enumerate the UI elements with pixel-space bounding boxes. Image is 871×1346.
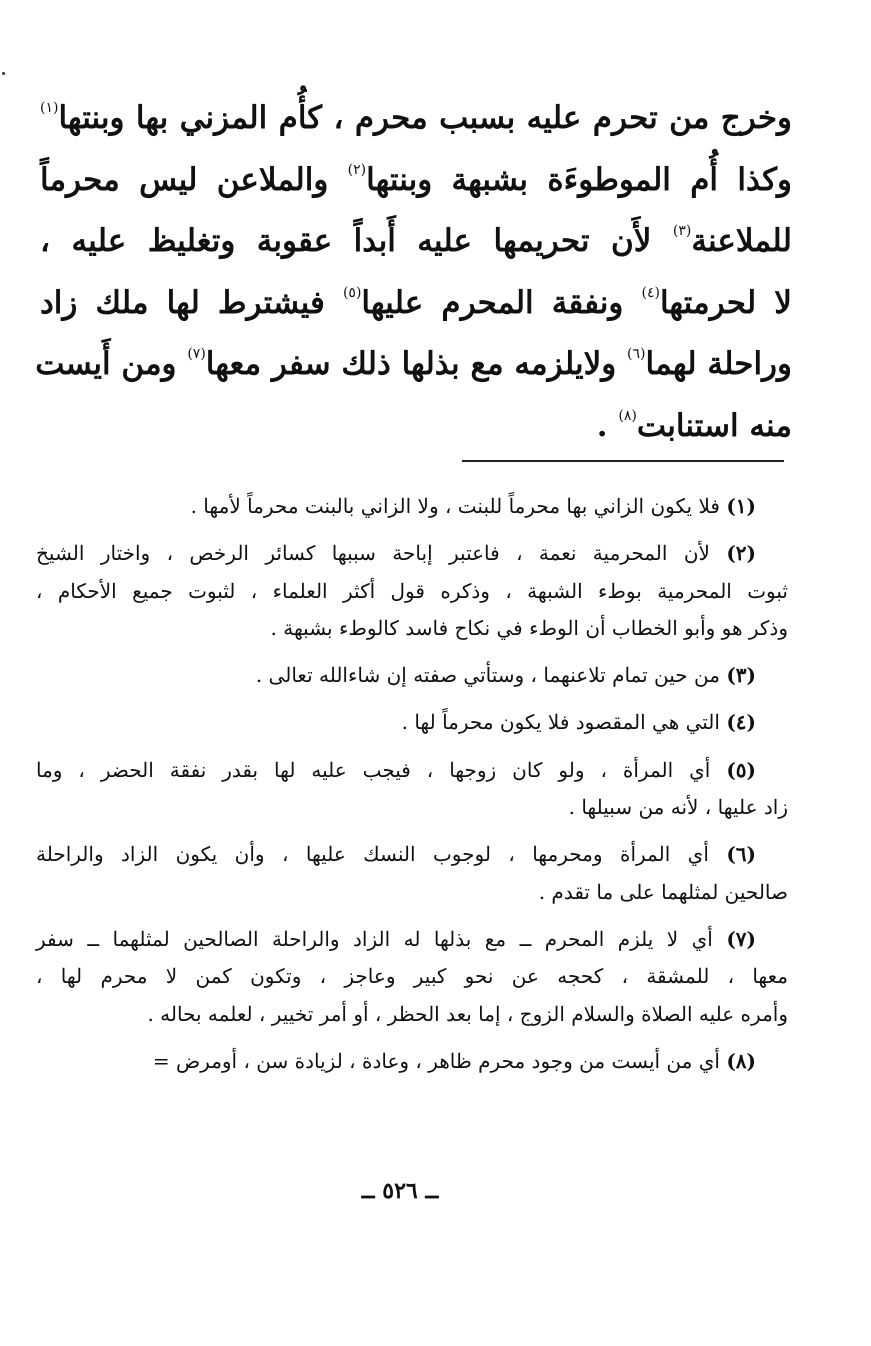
footnote-line [36, 704, 788, 741]
footnote-number: (٧) [726, 926, 756, 951]
footnote-number: (٢) [726, 541, 756, 566]
footnote-reference: (٣) [672, 223, 692, 239]
footnote [36, 657, 788, 694]
footnote-number: (٨) [726, 1048, 756, 1073]
footnote [36, 752, 788, 827]
main-text-segment: والملاعن ليس محرماً [40, 161, 348, 198]
footnote-text: فلا يكون الزاني بها محرماً للبنت ، ولا الزاني بالبنت محرماً لأمها . [190, 494, 720, 518]
footnote-text: وأمره عليه الصلاة والسلام الزوج ، إما بعد الحظر ، أو أمر تخيير ، لعلمه بحاله . [147, 1001, 788, 1026]
footnote [36, 836, 788, 911]
footnote-reference: (٤) [641, 284, 660, 301]
footnote-text: وذكر هو وأبو الخطاب أن الوطء في نكاح فاسد كالوطء بشبهة . [270, 615, 788, 640]
footnote-line [36, 610, 788, 647]
footnote [36, 1043, 788, 1080]
footnote-line [36, 874, 788, 911]
footnote-number: (٤) [726, 710, 756, 735]
footnote-number: (١) [726, 494, 756, 518]
footnote-line [36, 752, 788, 789]
footnote [36, 704, 788, 741]
footnote-text: ثبوت المحرمية بوطء الشبهة ، وذكره قول أكثر العلماء ، لثبوت جميع الأحكام ، [36, 578, 788, 603]
footnote-line [36, 921, 788, 958]
main-text-line [40, 273, 792, 335]
main-text-segment: للملاعنة [691, 223, 792, 259]
footnote-reference: (٢) [347, 161, 367, 178]
main-text-segment: لأَن تحريمها عليه أَبداً عقوبة وتغليظ عليه ، [40, 223, 673, 259]
main-text-segment: وراحلة لهما [645, 346, 792, 382]
footnote-text: أي المرأة ومحرمها ، لوجوب النسك عليها ، وأن يكون الزاد والراحلة [36, 842, 709, 867]
footnote-reference: (٥) [342, 284, 362, 301]
footnote [36, 921, 788, 1033]
footnote-line [36, 657, 788, 694]
main-text-segment: وكذا أُم الموطوءَة بشبهة وبنتها [366, 161, 792, 198]
footnote-line [36, 996, 788, 1033]
main-text-line [40, 88, 792, 150]
footnotes-section [36, 488, 788, 1090]
footnote-number: (٦) [726, 842, 756, 867]
footnote-text: أي من أيست من وجود محرم ظاهر ، وعادة ، لزيادة سن ، أومرض = [152, 1048, 720, 1073]
footnote-reference: (٨) [618, 407, 637, 424]
footnote-line [36, 573, 788, 610]
footnote-text: التي هي المقصود فلا يكون محرماً لها . [401, 710, 720, 735]
footnote-text: أي المرأة ، ولو كان زوجها ، فيجب عليه لها بقدر نفقة الحضر ، وما [36, 757, 711, 782]
footnote-text: من حين تمام تلاعنهما ، وستأتي صفته إن شاءالله تعالى . [255, 663, 720, 688]
footnote-text: زاد عليها ، لأنه من سبيلها . [568, 795, 788, 820]
footnote [36, 488, 788, 525]
main-text-line [40, 396, 792, 458]
footnote-reference: (١) [40, 100, 59, 116]
footnote-reference: (٦) [627, 346, 646, 362]
footnote [36, 535, 788, 647]
footnote-line [36, 958, 788, 995]
footnote-line [36, 535, 788, 572]
main-text-body [35, 88, 792, 457]
main-text-segment: فيشترط لها ملك زاد [40, 284, 343, 321]
footnote-number: (٥) [726, 757, 757, 782]
footnote-text: لأن المحرمية نعمة ، فاعتبر إباحة سببها كسائر الرخص ، واختار الشيخ [36, 541, 710, 566]
main-text-segment: ونفقة المحرم عليها [361, 284, 642, 321]
footnote-text: صالحين لمثلهما على ما تقدم . [538, 879, 788, 904]
main-text-line [40, 211, 792, 273]
main-text-line [40, 150, 792, 212]
main-text-segment: ومن أَيست [35, 346, 188, 382]
margin-mark [2, 72, 5, 75]
footnote-text: معها ، للمشقة ، كحجه عن نحو كبير وعاجز ، وتكون كمن لا محرم لها ، [36, 964, 788, 989]
footnote-line [36, 789, 788, 826]
footnote-text: أي لا يلزم المحرم ــ مع بذلها له الزاد والراحلة الصالحين لمثلهما ــ سفر [36, 926, 713, 951]
footnote-separator-rule [462, 460, 784, 462]
main-text-segment: لا لحرمتها [659, 284, 792, 321]
footnote-number: (٣) [726, 663, 756, 688]
main-text-segment: منه استنابت [636, 407, 792, 444]
footnote-line [36, 488, 788, 525]
main-text-segment: . [596, 407, 619, 444]
footnote-reference: (٧) [187, 346, 206, 362]
main-text-segment: وخرج من تحرم عليه بسبب محرم ، كأُم المزني بها وبنتها [58, 100, 792, 136]
footnote-line [36, 1043, 788, 1080]
main-text-segment: ولايلزمه مع بذلها ذلك سفر معها [205, 346, 628, 382]
main-text-line [35, 334, 792, 396]
footnote-line [36, 836, 788, 873]
page-number: ــ ٥٢٦ ــ [361, 1178, 439, 1204]
